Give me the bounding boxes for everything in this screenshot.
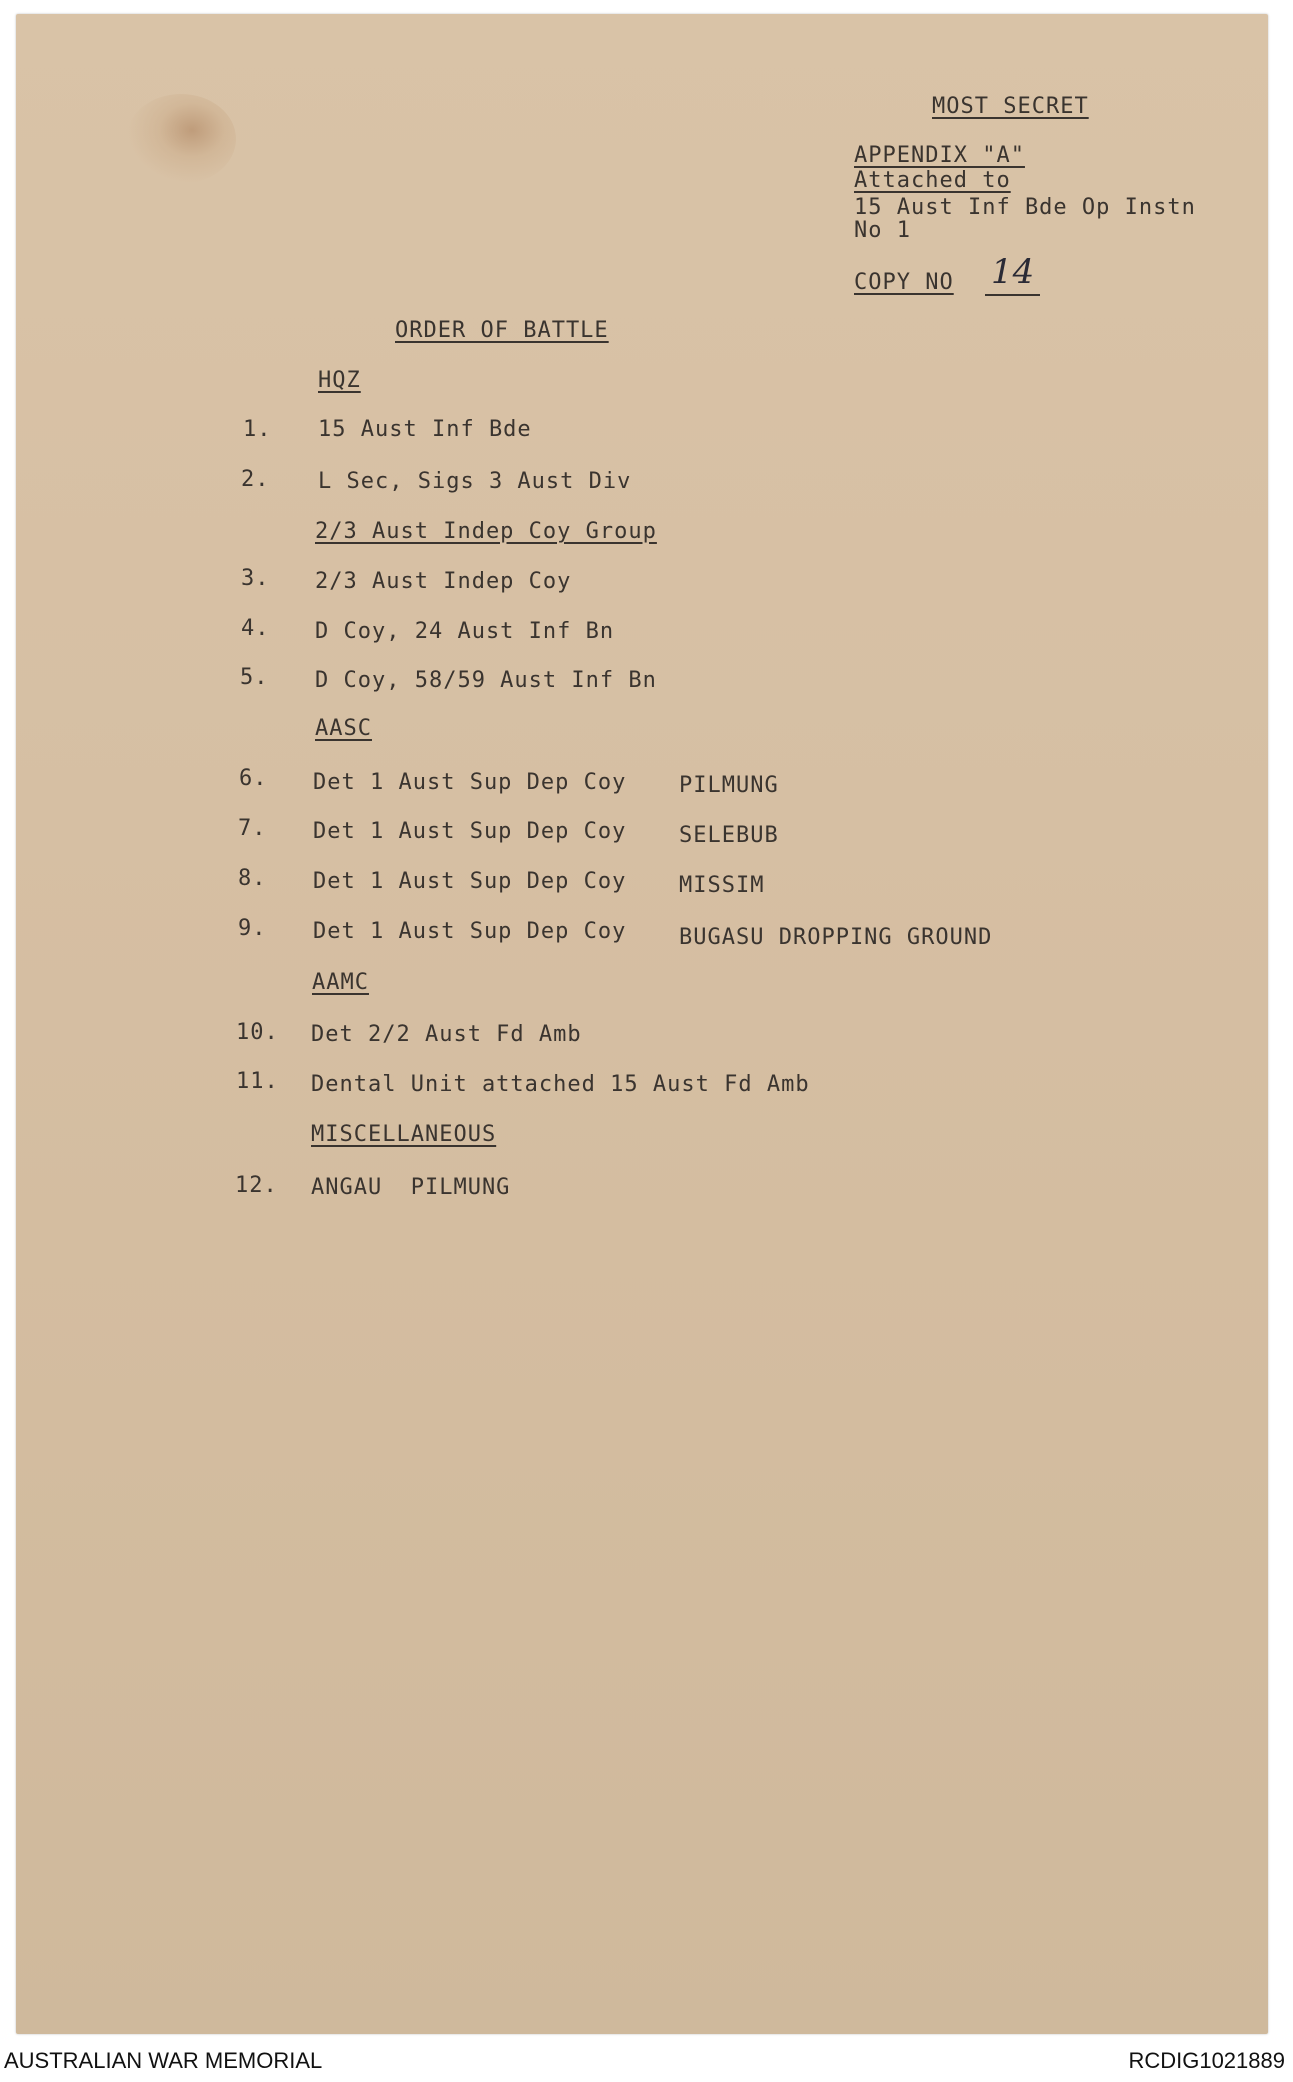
footer-record-id: RCDIG1021889: [1128, 2048, 1285, 2073]
item-text: ANGAU PILMUNG: [311, 1175, 511, 1200]
reference-line-2: No 1: [854, 218, 911, 243]
paper-sheet: [16, 14, 1268, 2034]
item-text: Det 1 Aust Sup Dep Coy: [313, 919, 627, 944]
footer-institution: AUSTRALIAN WAR MEMORIAL: [4, 2048, 323, 2073]
item-text: Dental Unit attached 15 Aust Fd Amb: [311, 1072, 810, 1097]
section-heading-hqz: HQZ: [318, 368, 361, 393]
item-location: MISSIM: [679, 873, 765, 898]
item-number: 9.: [238, 916, 267, 941]
attached-to-label: Attached to: [854, 168, 1011, 193]
item-number: 10.: [236, 1020, 279, 1045]
document-title: ORDER OF BATTLE: [395, 318, 609, 343]
item-text: D Coy, 24 Aust Inf Bn: [315, 619, 615, 644]
section-heading-aamc: AAMC: [312, 970, 369, 995]
item-text: D Coy, 58/59 Aust Inf Bn: [315, 668, 657, 693]
item-text: 2/3 Aust Indep Coy: [315, 569, 572, 594]
item-text: L Sec, Sigs 3 Aust Div: [318, 469, 632, 494]
item-number: 7.: [238, 816, 267, 841]
item-number: 4.: [241, 616, 270, 641]
item-number: 5.: [240, 665, 269, 690]
appendix-label: APPENDIX "A": [854, 143, 1025, 168]
item-text: Det 1 Aust Sup Dep Coy: [313, 869, 627, 894]
item-number: 1.: [243, 417, 272, 442]
section-heading-miscellaneous: MISCELLANEOUS: [311, 1122, 497, 1147]
section-heading-indep-coy-group: 2/3 Aust Indep Coy Group: [315, 519, 657, 544]
item-number: 6.: [239, 766, 268, 791]
classification-label: MOST SECRET: [932, 94, 1089, 119]
item-location: PILMUNG: [679, 773, 779, 798]
reference-line-1: 15 Aust Inf Bde Op Instn: [854, 195, 1196, 220]
item-text: Det 1 Aust Sup Dep Coy: [313, 819, 627, 844]
paper-stain: [126, 94, 236, 184]
item-number: 12.: [235, 1173, 278, 1198]
copy-number-label: COPY NO: [854, 270, 954, 295]
copy-number-handwritten: 14: [985, 252, 1040, 296]
item-text: Det 1 Aust Sup Dep Coy: [313, 770, 627, 795]
item-number: 3.: [241, 566, 270, 591]
item-location: BUGASU DROPPING GROUND: [679, 925, 993, 950]
section-heading-aasc: AASC: [315, 716, 372, 741]
item-number: 11.: [236, 1069, 279, 1094]
item-text: Det 2/2 Aust Fd Amb: [311, 1022, 582, 1047]
item-number: 8.: [238, 866, 267, 891]
item-location: SELEBUB: [679, 823, 779, 848]
item-text: 15 Aust Inf Bde: [318, 417, 532, 442]
item-number: 2.: [241, 467, 270, 492]
